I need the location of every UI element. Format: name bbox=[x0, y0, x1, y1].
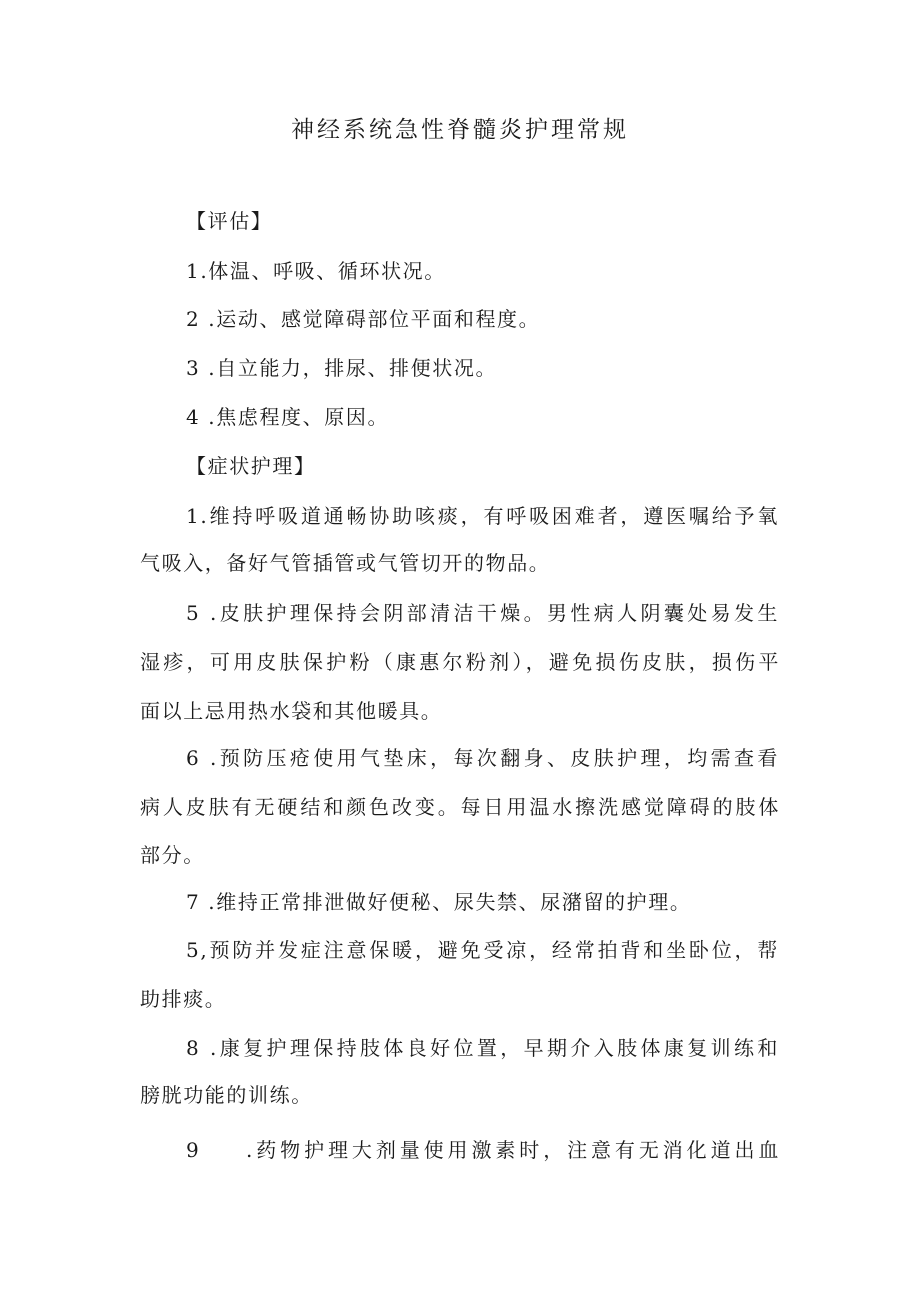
paragraph-line: 面以上忌用热水袋和其他暖具。 bbox=[140, 699, 443, 723]
paragraph-line: 3 .自立能力，排尿、排便状况。 bbox=[186, 356, 498, 380]
paragraph-line: 1.维持呼吸道通畅协助咳痰，有呼吸困难者，遵医嘱给予氧 bbox=[186, 504, 779, 528]
section-heading-symptom-care: 【症状护理】 bbox=[186, 454, 316, 478]
section-heading-assessment: 【评估】 bbox=[186, 209, 273, 233]
paragraph-line: 病人皮肤有无硬结和颜色改变。每日用温水擦洗感觉障碍的肢体 bbox=[140, 795, 780, 819]
paragraph-line: 1.体温、呼吸、循环状况。 bbox=[186, 259, 446, 283]
list-number: 9 bbox=[186, 1138, 201, 1162]
paragraph-line: 6 .预防压疮使用气垫床，每次翻身、皮肤护理，均需查看 bbox=[186, 746, 779, 770]
paragraph-line: 部分。 bbox=[140, 843, 205, 867]
paragraph-line: 5,预防并发症注意保暖，避免受凉，经常拍背和坐卧位，帮 bbox=[186, 938, 779, 962]
paragraph-line: 5 .皮肤护理保持会阴部清洁干燥。男性病人阴囊处易发生 bbox=[186, 601, 779, 625]
paragraph-line: 2 .运动、感觉障碍部位平面和程度。 bbox=[186, 307, 541, 331]
paragraph-line: .药物护理大剂量使用激素时，注意有无消化道出血 bbox=[246, 1138, 780, 1162]
paragraph-line: 7 .维持正常排泄做好便秘、尿失禁、尿潴留的护理。 bbox=[186, 890, 692, 914]
paragraph-line: 8 .康复护理保持肢体良好位置，早期介入肢体康复训练和 bbox=[186, 1036, 779, 1060]
paragraph-line: 湿疹，可用皮肤保护粉（康惠尔粉剂），避免损伤皮肤，损伤平 bbox=[140, 650, 780, 674]
paragraph-line: 气吸入，备好气管插管或气管切开的物品。 bbox=[140, 551, 551, 575]
paragraph-line: 助排痰。 bbox=[140, 987, 227, 1011]
paragraph-line: 4 .焦虑程度、原因。 bbox=[186, 405, 390, 429]
paragraph-line: 膀胱功能的训练。 bbox=[140, 1083, 313, 1107]
page-title: 神经系统急性脊髓炎护理常规 bbox=[291, 117, 629, 143]
